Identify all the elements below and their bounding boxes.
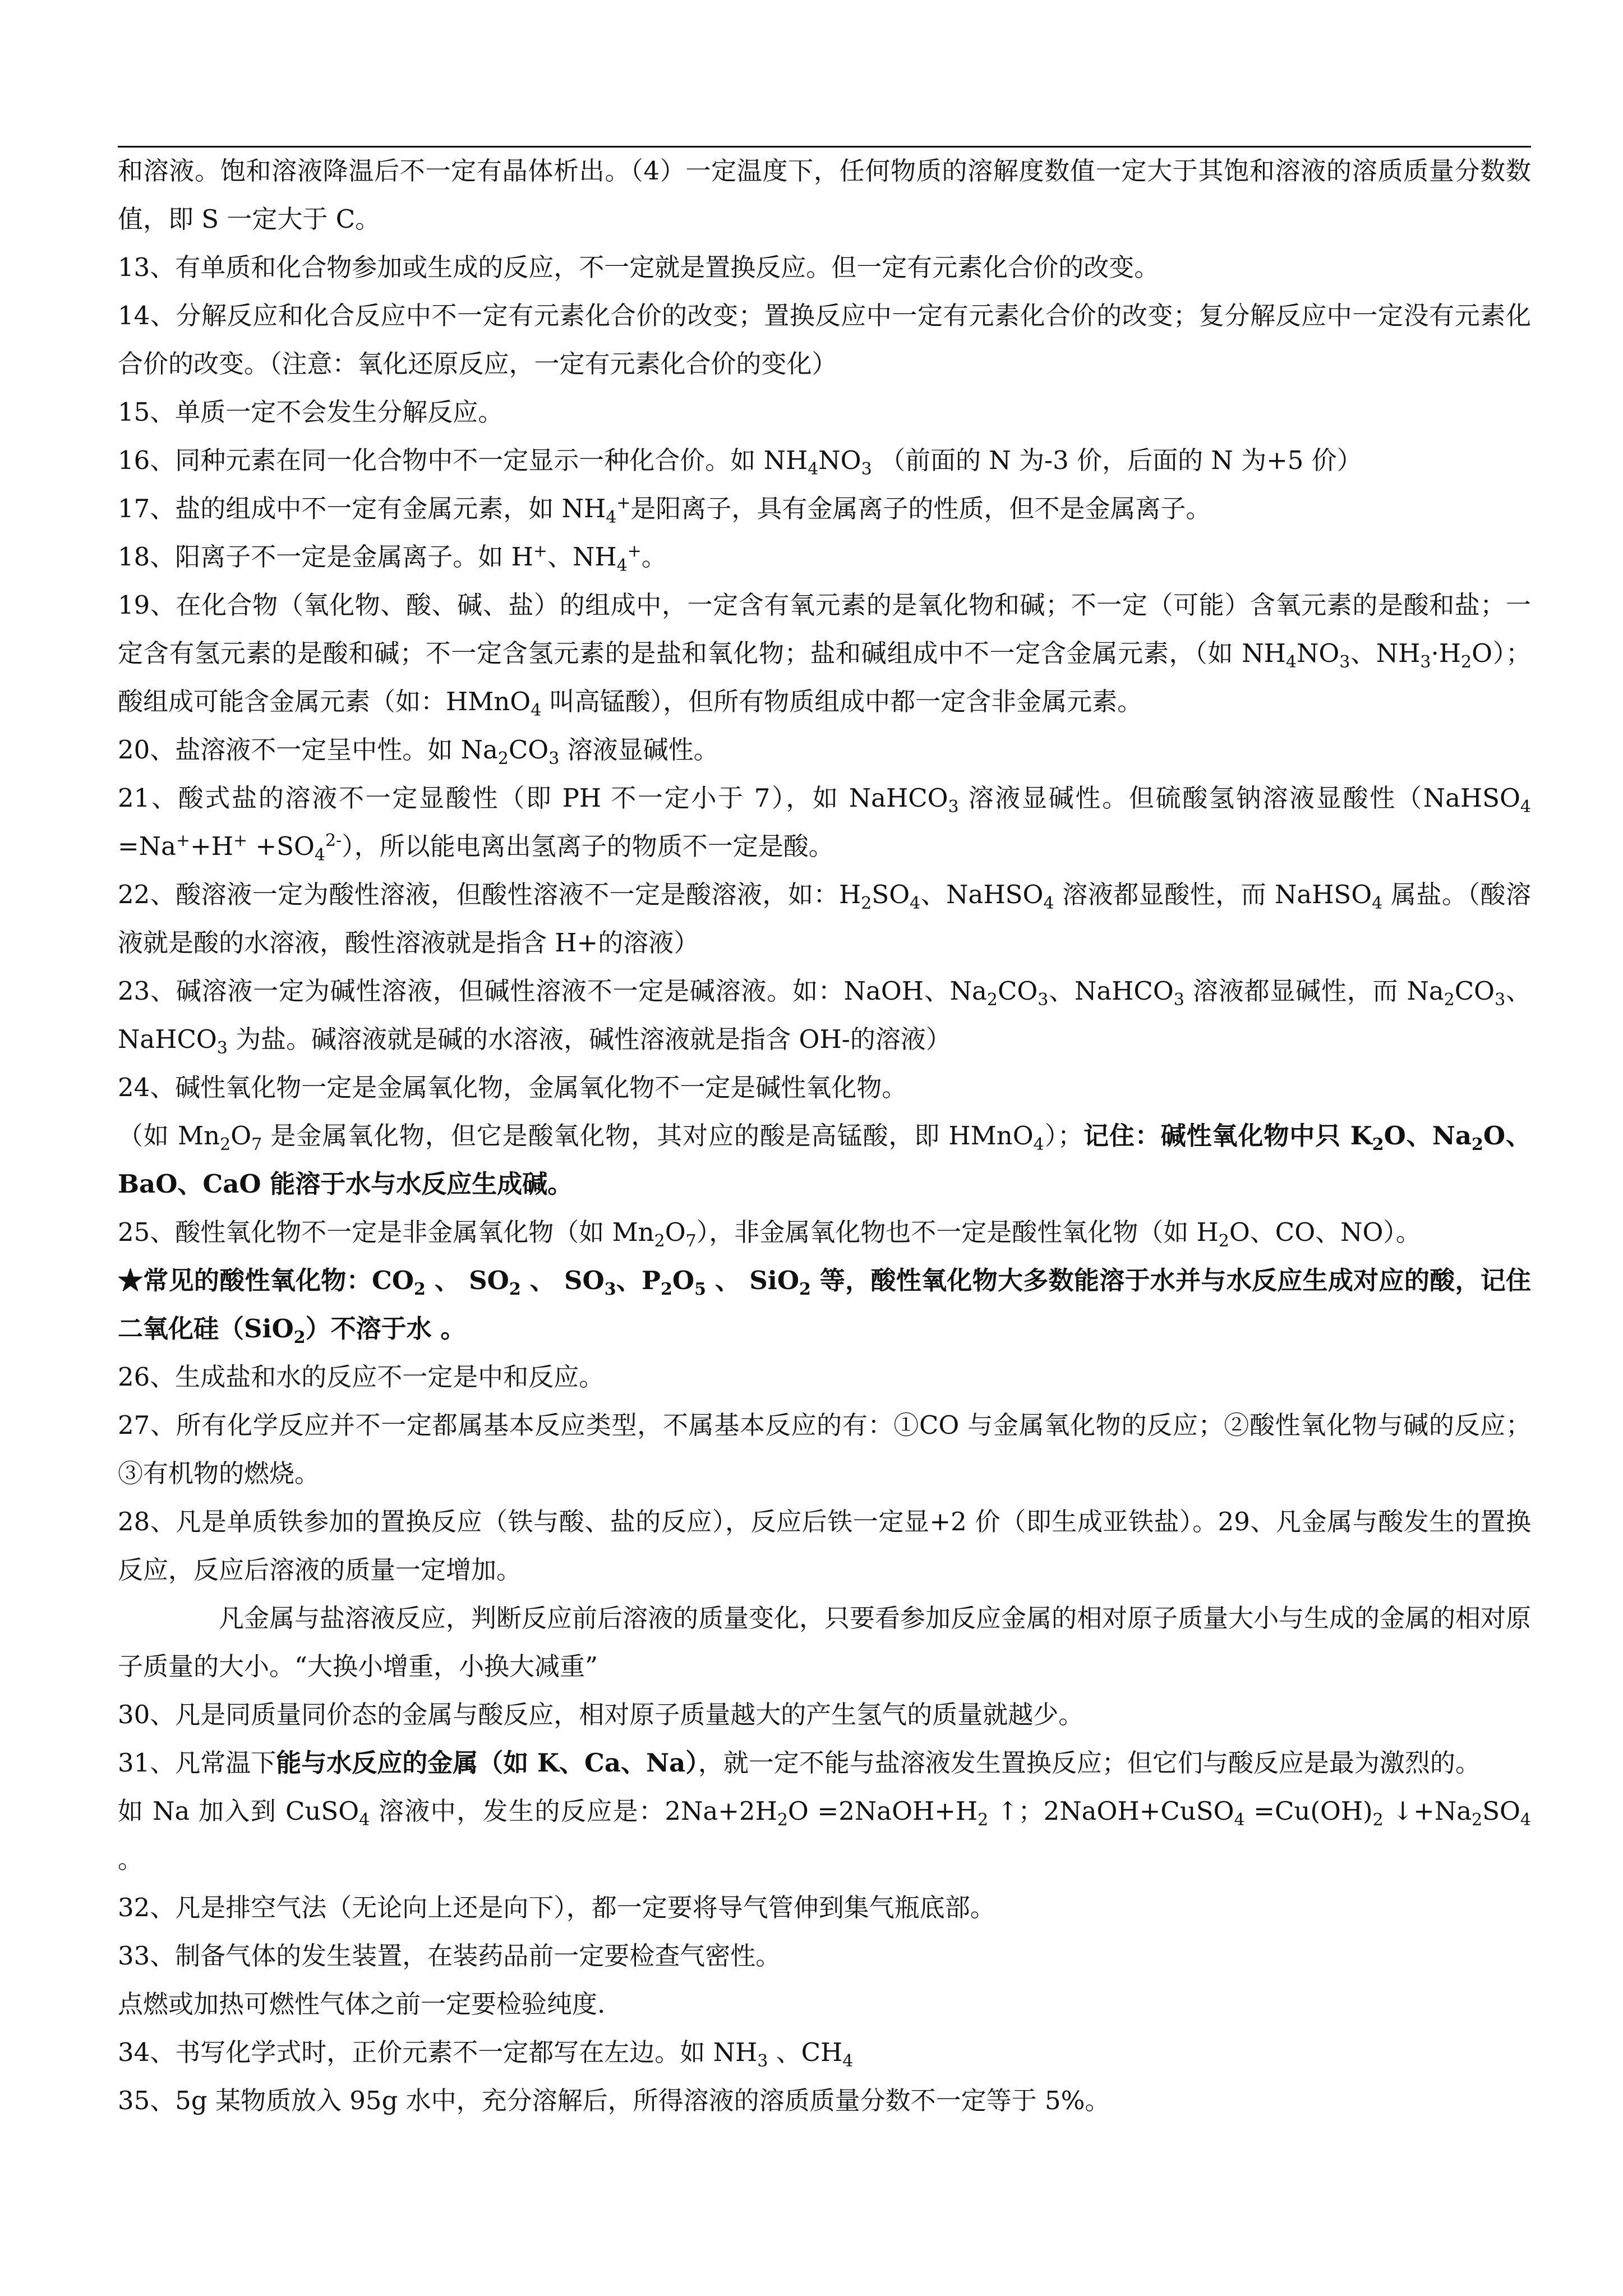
paragraph: 14、分解反应和化合反应中不一定有元素化合价的改变；置换反应中一定有元素化合价的改变；复分解反应中一定没有元素化合价的改变。（注意：氧化还原反应，一定有元素化合价的变化）: [118, 301, 1531, 379]
paragraph: 凡金属与盐溶液反应，判断反应前后溶液的质量变化，只要看参加反应金属的相对原子质量大小与生成的金属的相对原子质量的大小。“大换小增重，小换大减重”: [118, 1603, 1532, 1681]
paragraph: 16、同种元素在同一化合物中不一定显示一种化合价。如 $NH_4NO_3$ （前面的 N 为-3 价，后面的 N 为+5 价）: [118, 445, 1362, 479]
paragraph: 17、盐的组成中不一定有金属元素，如 $NH_4^+$是阳离子，具有金属离子的性质，但不是金属离子。: [118, 493, 1211, 527]
paragraph: 30、凡是同质量同价态的金属与酸反应，相对原子质量越大的产生氢气的质量就越少。: [118, 1700, 1084, 1729]
paragraph: 27、所有化学反应并不一定都属基本反应类型，不属基本反应的有：①CO 与金属氧化物的反应；②酸性氧化物与碱的反应；③有机物的燃烧。: [118, 1410, 1531, 1488]
paragraph: 28、凡是单质铁参加的置换反应（铁与酸、盐的反应），反应后铁一定显+2 价（即生成亚铁盐）。29、凡金属与酸发生的置换反应，反应后溶液的质量一定增加。: [118, 1507, 1531, 1585]
paragraph: 19、在化合物（氧化物、酸、碱、盐）的组成中，一定含有氧元素的是氧化物和碱；不一定（可能）含氧元素的是酸和盐；一定含有氢元素的是酸和碱；不一定含氢元素的是盐和氧化物；盐和碱组成中不一定含金属元素，（如 $NH_4NO_3$、$NH_3\cdot H_2O$）；酸组成可能含金属元素（如：HMnO$_4$ 叫高锰酸），但所有物质组成中都一定含非金属元素。: [118, 590, 1531, 720]
paragraph: 18、阳离子不一定是金属离子。如 H+、$NH_4^+$。: [118, 541, 667, 576]
paragraph: 34、书写化学式时，正价元素不一定都写在左边。如 $NH_3$ 、$CH_4$: [118, 2037, 854, 2071]
paragraph: 31、凡常温下能与水反应的金属（如 K、Ca、Na），就一定不能与盐溶液发生置换反应；但它们与酸反应是最为激烈的。: [118, 1748, 1481, 1778]
paragraph: 35、5g 某物质放入 95g 水中，充分溶解后，所得溶液的溶质质量分数不一定等于 5%。: [118, 2086, 1110, 2115]
paragraph: 20、盐溶液不一定呈中性。如 $Na_2CO_3$ 溶液显碱性。: [118, 735, 719, 769]
paragraph: 13、有单质和化合物参加或生成的反应，不一定就是置换反应。但一定有元素化合价的改变。: [118, 252, 1160, 282]
paragraph: 点燃或加热可燃性气体之前一定要检验纯度.: [118, 1989, 606, 2019]
paragraph-bold: ★常见的酸性氧化物：$CO_2$ 、 $SO_2$ 、 $SO_3$、$P_2O_5$ 、 SiO$_2$ 等，酸性氧化物大多数能溶于水并与水反应生成对应的酸，记住二氧化硅（SiO$_2$）不溶于水 。: [118, 1266, 1532, 1347]
paragraph: （如 $Mn_2O_7$ 是金属氧化物，但它是酸氧化物，其对应的酸是高锰酸，即 HMnO$_4$）；记住：碱性氧化物中只 $K_2O$、$Na_2O$、BaO、CaO 能溶于水与水反应生成碱。: [118, 1121, 1531, 1199]
paragraph: 22、酸溶液一定为酸性溶液，但酸性溶液不一定是酸溶液，如：$H_2SO_4$、NaHSO$_4$ 溶液都显酸性，而 NaHSO$_4$ 属盐。（酸溶液就是酸的水溶液，酸性溶液就是指含 H+的溶液）: [118, 880, 1532, 958]
paragraph: 15、单质一定不会发生分解反应。: [118, 397, 504, 427]
paragraph: 21、酸式盐的溶液不一定显酸性（即 PH 不一定小于 7），如 NaHCO$_3$ 溶液显碱性。但硫酸氢钠溶液显酸性（NaHSO$_4$ $=Na^++H^+ +SO_4^{2-}$），所以能电离出氢离子的物质不一定是酸。: [118, 783, 1531, 865]
bold-text: 能与水反应的金属（如 K、Ca、Na）: [276, 1748, 698, 1778]
document-page: [118, 147, 1531, 2125]
paragraph: 26、生成盐和水的反应不一定是中和反应。: [118, 1362, 605, 1392]
paragraph: 25、酸性氧化物不一定是非金属氧化物（如 $Mn_2O_7$），非金属氧化物也不一定是酸性氧化物（如 $H_2O$、CO、NO）。: [118, 1217, 1421, 1251]
bold-text: 记住：碱性氧化物中只 $K_2O$、$Na_2O$、BaO、CaO 能溶于水与水反应生成碱。: [118, 1121, 1531, 1199]
paragraph: 23、碱溶液一定为碱性溶液，但碱性溶液不一定是碱溶液。如：NaOH、$Na_2CO_3$、NaHCO$_3$ 溶液都显碱性，而 $Na_2CO_3$、NaHCO$_3$ 为盐。碱溶液就是碱的水溶液，碱性溶液就是指含 OH-的溶液）: [118, 976, 1531, 1058]
paragraph: 24、碱性氧化物一定是金属氧化物，金属氧化物不一定是碱性氧化物。: [118, 1073, 907, 1102]
paragraph: 和溶液。饱和溶液降温后不一定有晶体析出。（4）一定温度下，任何物质的溶解度数值一定大于其饱和溶液的溶质质量分数数值，即 S 一定大于 C。: [118, 156, 1531, 234]
paragraph: 如 Na 加入到 CuSO$_4$ 溶液中，发生的反应是：$2Na+2H_2O$ $=2NaOH+H_2$ ↑；2NaOH+CuSO$_4$ $=Cu(OH)_2$ $↓+Na_2SO_4$ 。: [118, 1796, 1532, 1874]
paragraph: 33、制备气体的发生装置，在装药品前一定要检查气密性。: [118, 1941, 781, 1971]
paragraph: 32、凡是排空气法（无论向上还是向下），都一定要将导气管伸到集气瓶底部。: [118, 1893, 995, 1922]
